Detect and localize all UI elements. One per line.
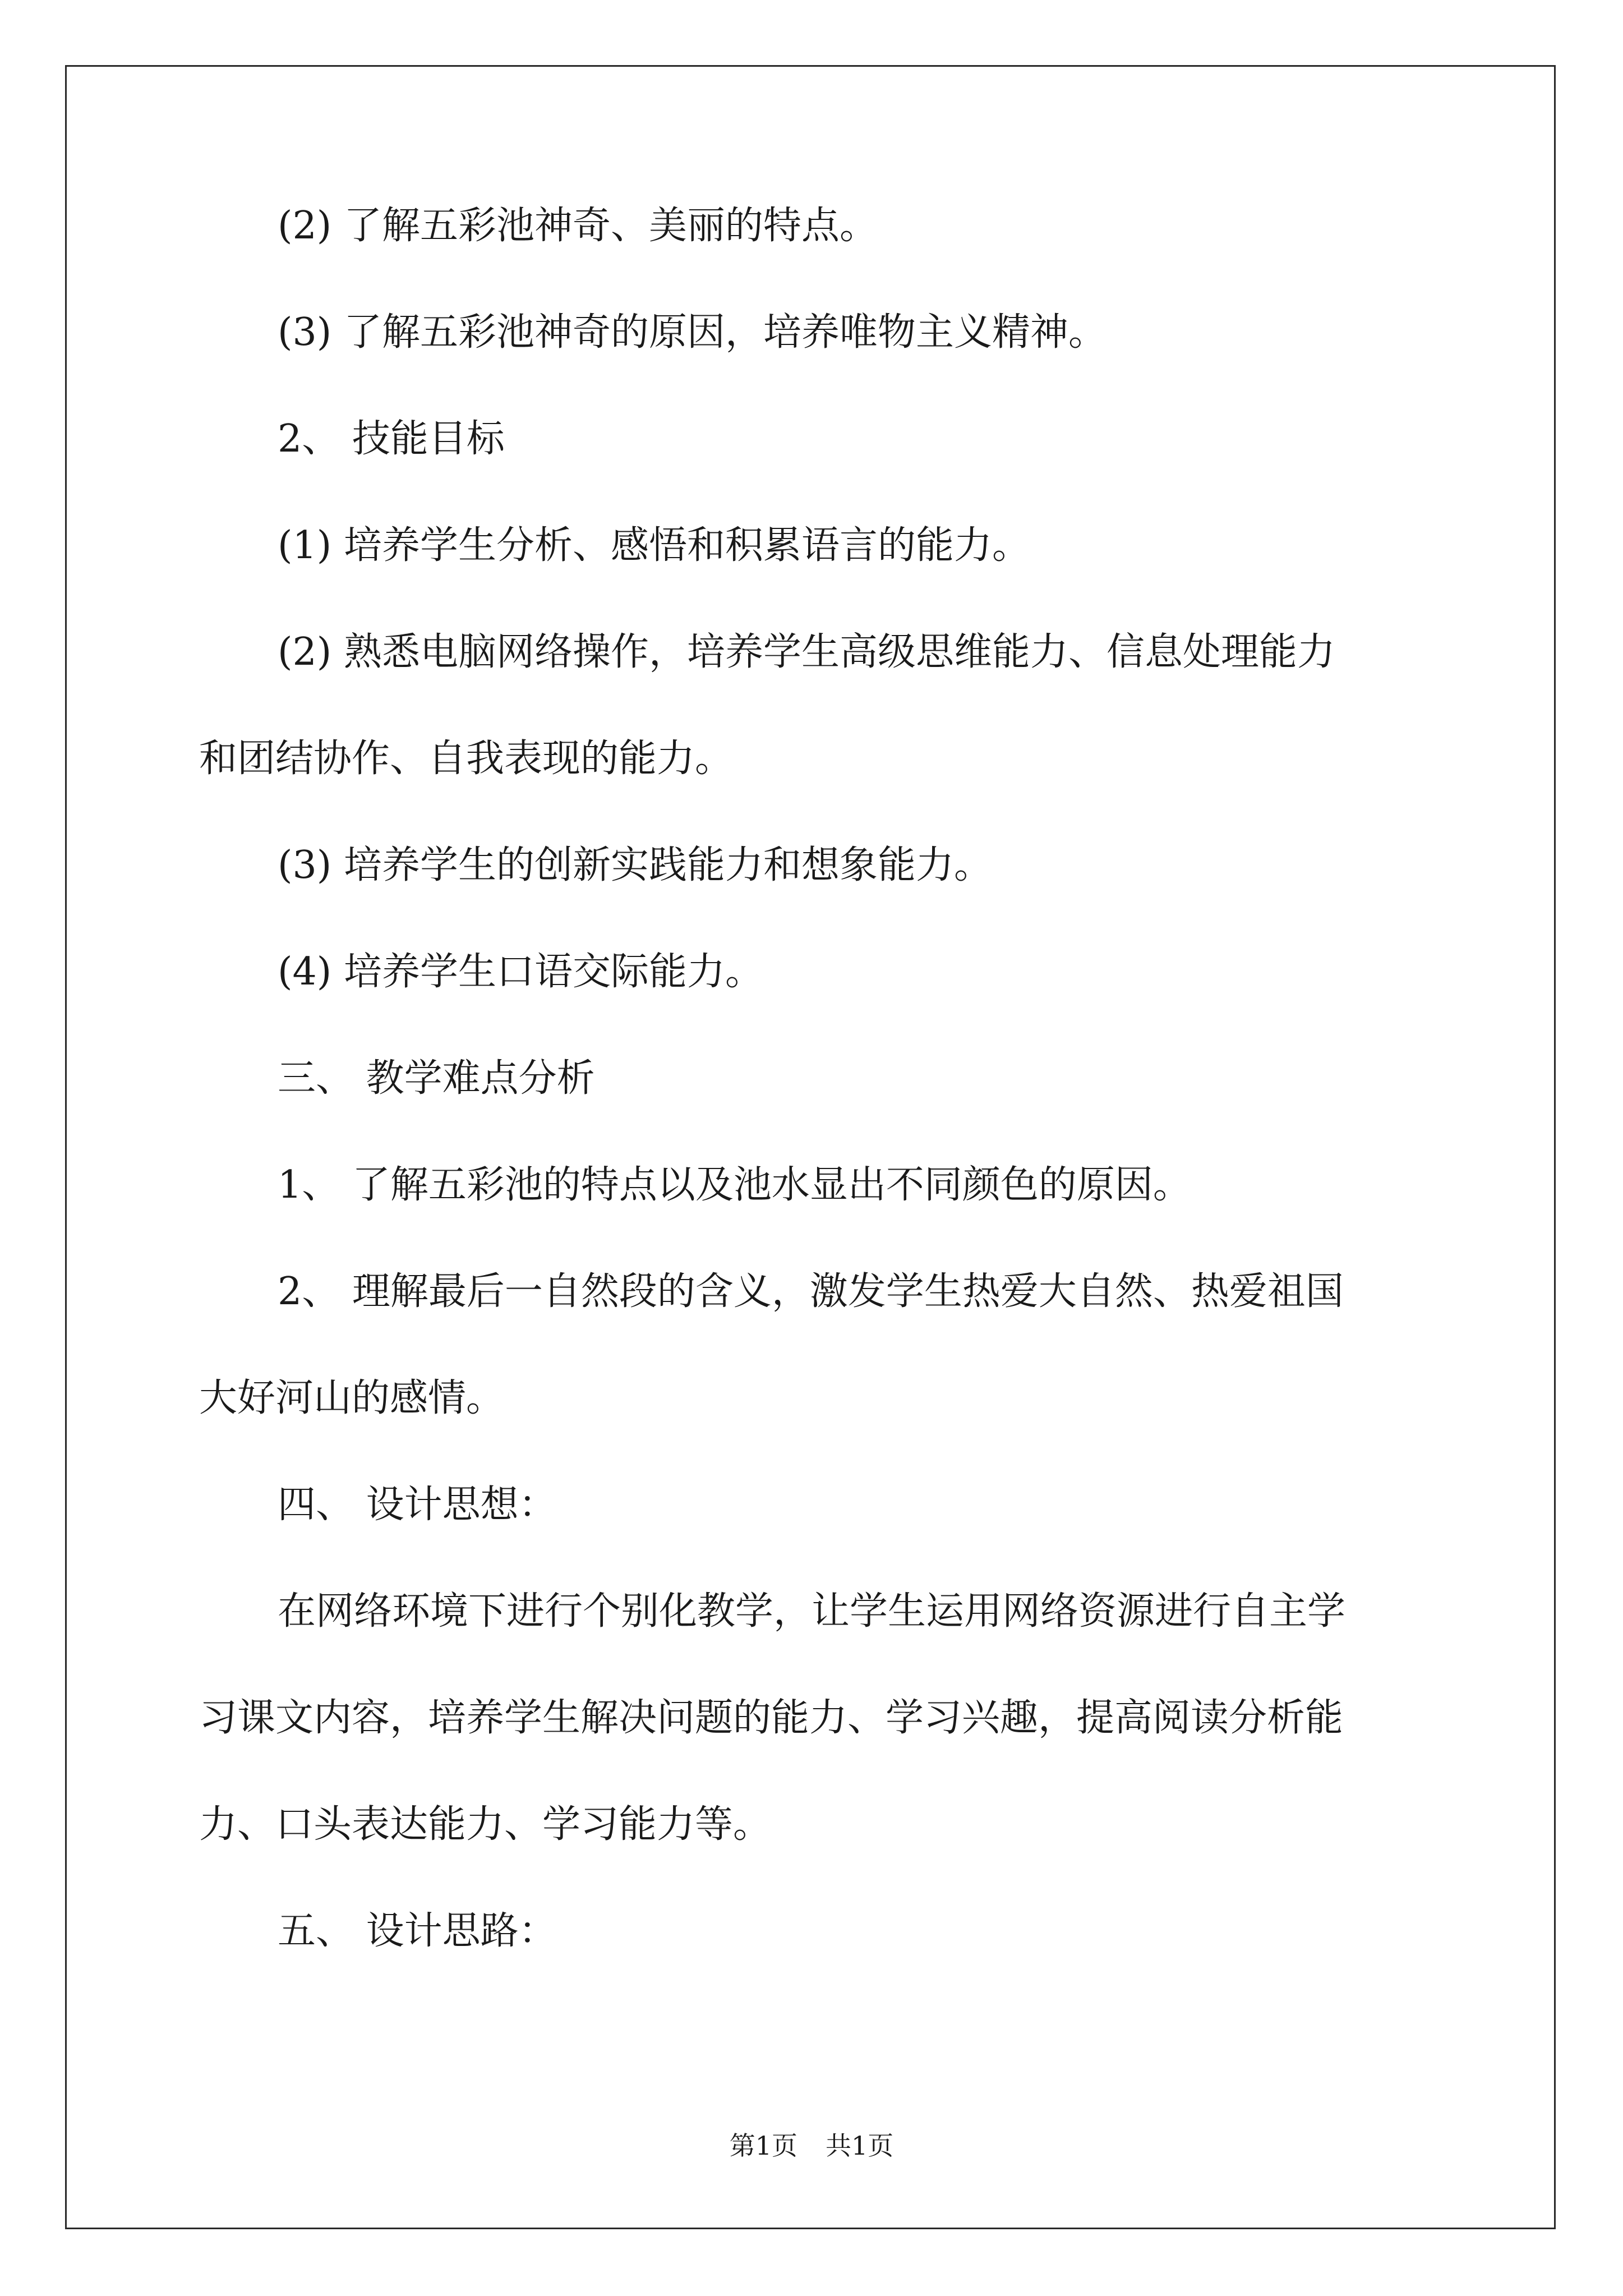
- paragraph-continuation: 大好河山的感情。: [199, 1376, 505, 1420]
- page-footer: [0, 2129, 1623, 2162]
- paragraph: 2、 理解最后一自然段的含义，激发学生热爱大自然、热爱祖国: [278, 1269, 1344, 1314]
- paragraph: (1) 培养学生分析、感悟和积累语言的能力。: [278, 523, 1030, 568]
- paragraph: 在网络环境下进行个别化教学，让学生运用网络资源进行自主学: [278, 1589, 1346, 1634]
- paragraph: (3) 培养学生的创新实践能力和想象能力。: [278, 843, 992, 887]
- section-heading: 五、 设计思路：: [278, 1909, 557, 1953]
- paragraph: (2) 熟悉电脑网络操作，培养学生高级思维能力、信息处理能力: [278, 630, 1335, 674]
- paragraph: (4) 培养学生口语交际能力。: [278, 950, 763, 994]
- page-number: 第1页: [729, 2131, 797, 2161]
- paragraph: 1、 了解五彩池的特点以及池水显出不同颜色的原因。: [278, 1163, 1191, 1207]
- paragraph-continuation: 习课文内容，培养学生解决问题的能力、学习兴趣，提高阅读分析能: [199, 1696, 1344, 1740]
- paragraph: (2) 了解五彩池神奇、美丽的特点。: [278, 204, 878, 248]
- section-heading: 三、 教学难点分析: [278, 1056, 595, 1101]
- paragraph-continuation: 和团结协作、自我表现的能力。: [199, 737, 734, 781]
- section-heading: 四、 设计思想：: [278, 1483, 557, 1527]
- page-total: 共1页: [826, 2131, 894, 2161]
- paragraph-continuation: 力、口头表达能力、学习能力等。: [199, 1802, 772, 1847]
- paragraph: (3) 了解五彩池神奇的原因，培养唯物主义精神。: [278, 310, 1106, 355]
- section-heading: 2、 技能目标: [278, 417, 505, 461]
